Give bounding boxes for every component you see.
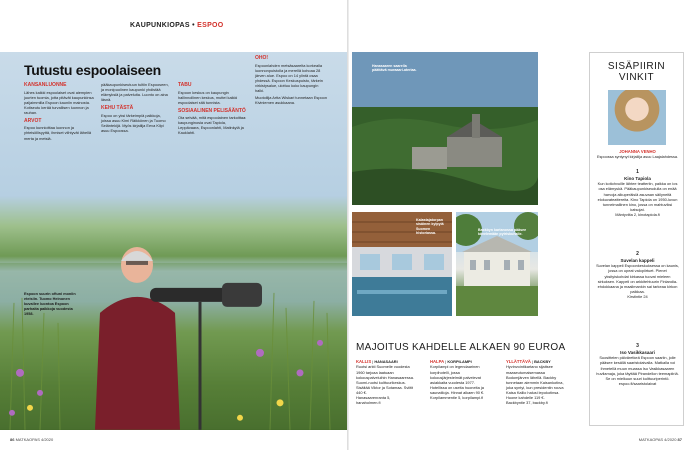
tip-number: 1 xyxy=(636,169,639,175)
insider-tips-sidebar xyxy=(589,52,684,426)
tip-item xyxy=(596,251,679,299)
castle-caption: Hanasaaren saarella päättävä muraaari-ateriaa. xyxy=(372,64,417,73)
page-number-left: 86 xyxy=(10,437,15,442)
page-number-right: 87 xyxy=(677,437,682,442)
author-name: JOHANNA VENHO xyxy=(619,149,656,154)
column-text: Espoon keskus on kaupungin hallinnollinen keskus, muttei kaikki espoolaiset sitä tunnista. xyxy=(178,89,238,105)
hotel-text: Hyvinvointikartano sijaitsee maaseutumaisemassa Bodomjärven lähellä. Backby tunnetaan aiemmin Kaisankotina, joka syntyi, kun presidentin rouva Kaisa Kallio halusi lepokotinsa. Huone kahdelle 119 €. xyxy=(506,364,564,400)
manor-house-photo xyxy=(456,212,538,316)
hotel-tag: HALPA xyxy=(430,359,445,364)
hotel-entry-backby: YLLÄTTÄVÄ | BACKBY Hyvinvointikartano sijaitsee maaseutumaisemassa Bodomjärven lähellä. Backby tunnetaan aiemmin Kaisankotina, joka syntyi, kun presidentin rouva Kaisa Kallio halusi lepokotinsa. Huone kahdelle 119 €. Backbyntie 37, backby.fi xyxy=(506,359,564,405)
column-heading: TABU xyxy=(178,82,192,88)
tip-address: espoo.fi/saaristolaivat xyxy=(618,380,657,386)
tip-name: Kino Tapiola xyxy=(624,175,651,181)
page-title: Tutustu espoolaiseen xyxy=(24,62,161,78)
hotel-address: Korpilammentie 5, korpilampi.fi xyxy=(430,394,484,400)
castle-aerial-photo xyxy=(352,52,538,205)
tip-name: Iso Vasikkasaari xyxy=(620,349,655,355)
text-column-4 xyxy=(255,55,327,107)
sidebar-title-line2: VINKIT xyxy=(618,72,655,83)
hotel-text: Ruotsi arkti Suomelle vuodesta 1960 tarjoaa laatuaan kokouspalveluihin Hanasaaressa. Suomi-ruotsi kulttuurikeskus. Sisältää Viktor ja Sotamaa. Sviitit 440 €. xyxy=(356,364,414,395)
magazine-name-right: MATKAOPAS 4/2020 xyxy=(638,437,677,442)
column-heading: KEHU TÄSTÄ xyxy=(101,105,134,112)
manor-caption: Backbyn kartanossa pääsee kävelemään pytriskuhalle. xyxy=(478,228,527,237)
tip-text: Kun kotiohvuille lähtee teatteriin, paikka on ios osa elämyskä. Pääkaupunkiseudulla on enää harvoja alkuperäisiä asuvaan säilyneitä elokuvateattereita. Kino Tapiola on 1950-luvun tunnelmallinen kino, jossa on mahtuviksi katsojat. xyxy=(597,181,678,212)
hotel-name: KORPILAMPI xyxy=(447,359,472,364)
column-heading: OHO! xyxy=(255,55,269,61)
castle-illustration xyxy=(352,52,538,205)
column-heading: KANSANLUONNE xyxy=(24,82,67,88)
hotel-name: BACKBY xyxy=(534,359,551,364)
tip-text: Suvelan kappeli Espoonkeskuksessa on kaunis, jossa on upeat valopiirtuet. Pienet yksityiskohdat kirkassa tuovat mieleen sirkuksen. Kappeli on arkkitehtuurin Finlandia-ehdokkaana ja maailmankin sai tarkeaa kirkon paikkaa. xyxy=(596,263,679,294)
section-city: ESPOO xyxy=(197,22,224,29)
accommodation-heading: MAJOITUS KAHDELLE ALKAEN 90 EUROA xyxy=(356,342,566,353)
spa-pool-photo xyxy=(352,212,452,316)
column-heading: SOSIAALINEN PELISÄÄNTÖ xyxy=(178,107,246,114)
tip-item xyxy=(596,169,679,217)
column-text: Lähes kaikki espoolaiset ovat aiempien juurten tuomia, jotta pitävät kaupunkinsa paljaimmilla Espoon kauniin mainosta. Kotiseutu kerää turvallisen luonnon ja rauhan. xyxy=(24,89,94,115)
hotel-tag: KALLIS xyxy=(356,359,372,364)
hotel-name: HANASAARI xyxy=(374,359,398,364)
section-header: KAUPUNKIOPAS • ESPOO xyxy=(130,22,224,29)
tip-address: Kirstintie 24 xyxy=(627,293,648,299)
tip-name: Suvelan kappeli xyxy=(620,257,655,263)
sidebar-title xyxy=(590,61,683,83)
text-column-2 xyxy=(101,82,171,135)
hotel-address: Hanasaarenranta 5, hanaholmen.fi xyxy=(356,394,391,405)
tip-address: Mäntyviita 2, kinotapiola.fi xyxy=(615,211,660,217)
author-portrait xyxy=(608,90,666,145)
footer-left xyxy=(10,437,53,442)
text-column-3 xyxy=(178,82,248,138)
sidebar-title-line1: SISÄPIIRIN xyxy=(607,61,666,72)
column-text: Espoo on yksi tärkeimpiä paikkoja, joissa asuu Kimi Räikkönen ja Tuomo Seläntekijä. Myös kirjailija Eeva Kilpi asuu Espoossa. xyxy=(101,112,166,134)
photo-caption: Espoon suurin oftuni moniin eteisiin. Tuomo Heinonen kuvailee luontoa Espoon parhaita paikkoja vuodesta 1958. xyxy=(24,292,76,316)
tip-text: Suosittelen päiväretkeä Espoon saariin, jolle pääsee kesällä saaristolaivalla. Matkalla voi ihmetellä muun muassa Iso Vasikkasaaren huvilamaja, joka täyttää Pirandellon teemapiiriä. Se on mielkuun suuri kulttuuriperintö. xyxy=(596,355,679,381)
hotel-entry-hanasaari: KALLIS | HANASAARI Ruotsi arkti Suomelle vuodesta 1960 tarjoaa laatuaan kokouspalveluihin Hanasaaressa. Suomi-ruotsi kulttuurikeskus. Sisältää Viktor ja Sotamaa. Sviitit 440 €. Hanasaarenranta 5, hanaholmen.fi xyxy=(356,359,414,405)
column-heading: ARVOT xyxy=(24,117,42,124)
column-text: pääkaupunkiseutuun tultiin Espooseen, ja monipuolinen kaupunki yhdistää elämyksiä ja palveluita. Luonto on aina läsnä. xyxy=(101,82,169,103)
column-text: Espoonlahden metsäsaarelta korkealla luonnonpuistolla ja merellä kohoaa 28 järven alue. Espoo on 14 ylintä osaa yhdessä. Espoon Keskuspuisto, tärkein virkistysalue, ulottuu koko kaupungin halki. xyxy=(255,62,323,93)
author-caption xyxy=(596,149,679,160)
column-text: Ota selvää, mitä espoolainen tarkoittaa: kaupunginosia ovat Tapiola, Leppävaara, Espoonlahti, Matinkylä ja Kauklahti. xyxy=(178,115,247,136)
magazine-name-left: MATKAOPAS 4/2020 xyxy=(15,437,54,442)
hotel-tag: YLLÄTTÄVÄ xyxy=(506,359,531,364)
column-text: Espoo kunnioittaa luonnon ja yhteisöllisyyttä, ihmiset viihtyvät lähellä merta ja metsiä. xyxy=(24,125,92,141)
page-gutter xyxy=(347,0,349,450)
text-column-1 xyxy=(24,82,94,143)
hotel-entry-korpilampi: HALPA | KORPILAMPI Korpilampi on legendaarinen korpihotelli, jossa kokousjärjestelmät palvelevat asiakkaita vuodesta 1977. Hotellissa on useita huoneita ja saunatiloja. Hinnat alkaen 90 €. Korpilammentie 5, korpilampi.fi xyxy=(430,359,488,400)
hotel-text: Korpilampi on legendaarinen korpihotelli, jossa kokousjärjestelmät palvelevat asiakkaita vuodesta 1977. Hotellissa on useita huoneita ja saunatiloja. Hinnat alkaen 90 €. xyxy=(430,364,485,395)
column-text: Muotoilija Artta Wiskari tunnetaan Espoon Kiviniemen asukkaana. xyxy=(255,94,328,106)
tip-number: 3 xyxy=(636,343,639,349)
hotel-address: Backbyntie 37, backby.fi xyxy=(506,400,548,405)
footer-right xyxy=(639,437,682,442)
spa-caption: Kalastajatorpan sisäinen kylpylä Suomen historiassa. xyxy=(416,218,444,236)
tip-item xyxy=(596,343,679,386)
section-label: KAUPUNKIOPAS xyxy=(130,22,190,29)
author-bio: Espoossa syntynyt kirjailija asuu Laajalahdessa. xyxy=(596,154,679,159)
tip-number: 2 xyxy=(636,251,639,257)
